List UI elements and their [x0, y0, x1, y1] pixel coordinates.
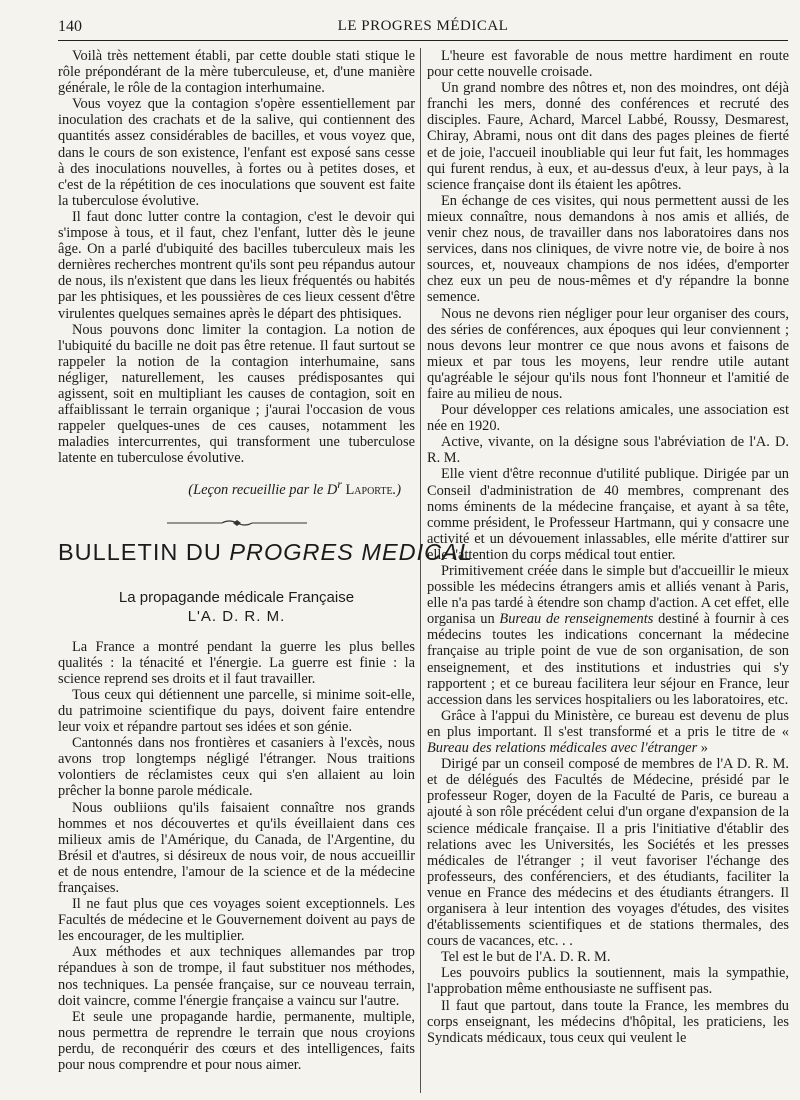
paragraph: Il ne faut plus que ces voyages soient exceptionnels. Les Facultés de médecine et le Gouvernement doivent au pays de les encourager, de les multiplier. [58, 896, 415, 945]
attribution-suffix: .) [392, 482, 401, 499]
paragraph: Tous ceux qui détiennent une parcelle, si minime soit-elle, du patrimoine scientifique du pays, doivent faire entendre leur voix et répandre partout ses idées et son génie. [58, 686, 415, 736]
paragraph [427, 708, 789, 756]
article-title: La propagande médicale Française [118, 589, 355, 607]
paragraph: Nous oubliions qu'ils faisaient connaître nos grands hommes et nos découvertes et qu'ils éveillaient dans ces milieux amis de l'Amérique, du Canada, de l'Argentine, du Brésil et d'autres, si désireux de nous voir, de nous accueillir et de nous entendre, l'amour de la science et de la médecine françaises. [58, 799, 415, 897]
attribution-sup: r [337, 477, 342, 492]
page-header [58, 18, 788, 41]
paragraph: Il faut donc lutter contre la contagion, c'est le devoir qui s'impose à tous, et il faut, chez l'enfant, lutter dès le jeune âge. On a parlé d'ubiquité des bacilles tuberculeux mais les dernières recherches montrent qu'ils sont peu répandus autour de nous, ils n'existent que dans les lieux fréquentés ou habités par les phtisiques, et les poussières de ces lieux cessent d'être virulentes quelques semaines après le départ des phtisiques. [58, 208, 415, 322]
text-run: Grâce à l'appui du Ministère, ce bureau est devenu de plus en plus important. Il s'est transformé et a pris le titre de « [427, 707, 789, 740]
column-divider [420, 48, 421, 1093]
paragraph: Un grand nombre des nôtres et, non des moindres, ont déjà franchi les mers, donné des conférences et recruté des disciples. Faure, Achard, Marcel Labbé, Roussy, Desmarest, Chiray, Abrami, nous ont dit dans des pages pleines de fierté et de joie, l'accueil inoubliable qui leur fut fait, les hommages qui furent rendus, à eux, et au-dessus d'eux, à leur pays, à la science française dont ils étaient les apôtres. [427, 80, 789, 193]
bulletin-title [58, 539, 473, 566]
paragraph: La France a montré pendant la guerre les plus belles qualités : la ténacité et l'énergie. La guerre est finie : la science reprend ses droits et il faut travailler. [58, 638, 415, 687]
paragraph: Cantonnés dans nos frontières et casaniers à l'excès, nous avons trop longtemps négligé l'étranger. Nous traitions volontiers de réclamistes ceux qui s'en allaient au loin prêcher la bonne parole médicale. [58, 735, 415, 800]
text-run: » [697, 740, 708, 757]
paragraph: En échange de ces visites, qui nous permettent aussi de les mieux connaître, nous demandons à nos amis et alliés, de venir chez nous, de travailler dans nos laboratoires dans nos services, dans nos cliniques, de vivre notre vie, de boire à nos sources, et, nouveaux champions de nos idées, d'emporter chez eux un peu de nous-mêmes et d'y répandre la bonne semence. [427, 192, 789, 306]
section-ornament [167, 518, 307, 528]
paragraph: Et seule une propagande hardie, permanente, multiple, nous permettra de reprendre le terrain que nous croyions perdu, de reconquérir des cœurs et des intelligences, faits pour nous comprendre et pour nous aimer. [58, 1008, 415, 1074]
page-number: 140 [58, 18, 82, 35]
paragraph: Nous ne devons rien négliger pour leur organiser des cours, des séries de conférences, aux époques qui leur conviennent ; nous devons leur montrer ce que nous avons et faisons de mieux et par tous les moyens, leur rendre utile autant qu'agréable le séjour qu'ils nous font l'honneur et l'amitié de faire au milieu de nous. [427, 305, 789, 402]
paragraph: Elle vient d'être reconnue d'utilité publique. Dirigée par un Conseil d'administration de 40 membres, comprenant des noms éminents de la médecine française, et ayant à sa tête, comme président, le Professeur Hartmann, qui y consacre une activité et un dévouement inlassables, elle mérite d'attirer sur elle l'attention du corps médical tout entier. [427, 466, 789, 563]
paragraph: Aux méthodes et aux techniques allemandes par trop répandues à son de trompe, il faut substituer nos méthodes, nos techniques. La pensée française, sur ce nouveau terrain, doit vaincre, comme l'énergie française a vaincu sur l'autre. [58, 944, 415, 1009]
bulletin-title-part2: PROGRES MEDICAL [229, 539, 473, 566]
left-column [58, 48, 473, 1093]
paragraph: Vous voyez que la contagion s'opère essentiellement par inoculation des crachats et de la salive, qui contiennent des quantités assez considérables de bacilles, et vous voyez que, dans le cours de son existence, l'enfant est exposé sans cesse à des inoculations nouvelles, à fortes ou à petites doses, et c'est de la répétition de ces inoculations que souvent est faite la tuberculose évolutive. [58, 96, 415, 209]
attribution-name: Laporte [345, 482, 393, 499]
italic-text: Bureau de renseignements [499, 611, 654, 628]
running-title: LE PROGRES MÉDICAL [337, 18, 509, 34]
italic-text: Bureau des relations médicales avec l'étranger [427, 740, 698, 757]
paragraph: Voilà très nettement établi, par cette double stati stique le rôle prépondérant de la mère tuberculeuse, et, d'une manière générale, le rôle de la contagion interhumaine. [58, 48, 415, 97]
right-column [427, 48, 789, 1093]
paragraph: Les pouvoirs publics la soutiennent, mais la sympathie, l'approbation même enthousiaste ne suffisent pas. [427, 965, 789, 998]
text-run: Primitivement créée dans le simple but d'accueillir le mieux possible les médecins étrangers amis et alliés venant à Paris, elle n'a pas tardé à étendre son champ d'action. A cet effet, elle organisa un [427, 563, 789, 628]
paragraph [427, 563, 789, 708]
paragraph: Nous pouvons donc limiter la contagion. La notion de l'ubiquité du bacille ne doit pas être retenue. Il faut surtout se rappeler la notion de la contagion interhumaine, sans négliger, naturellement, les causes prédisposantes qui agissent, soit en multipliant les causes de contagion, soit en affaiblissant le terrain organique ; j'aurai l'occasion de vous rappeler quelques-unes de ces causes, notamment les maladies intercurrentes, qui transforment une tuberculose latente en tuberculose évolutive. [58, 321, 415, 467]
paragraph: Il faut que partout, dans toute la France, les membres du corps enseignant, les médecins d'hôpital, les praticiens, les Syndicats médicaux, tous ceux qui veulent le [427, 997, 789, 1046]
paragraph: Active, vivante, on la désigne sous l'abréviation de l'A. D. R. M. [427, 434, 789, 467]
paragraph: Pour développer ces relations amicales, une association est née en 1920. [427, 402, 789, 435]
article-subtitle: L'A. D. R. M. [187, 607, 286, 625]
attribution [58, 476, 415, 498]
paragraph: L'heure est favorable de nous mettre hardiment en route pour cette nouvelle croisade. [427, 48, 789, 81]
text-run: destiné à fournir à ces médecins toutes les indications concernant la médecine française au triple point de vue de son organisation, de son enseignement, et des institutions et industries qui s'y rapportent ; et ce bureau facilitera leur séjour en France, leur accession dans les services hospitaliers ou les laboratoires, etc. [427, 611, 789, 708]
attribution-prefix: (Leçon recueillie par le D [188, 482, 338, 499]
bulletin-title-part1: BULLETIN DU [58, 539, 230, 566]
paragraph: Dirigé par un conseil composé de membres de l'A D. R. M. et de délégués des Facultés de Médecine, présidé par le professeur Roger, doyen de la Faculté de Paris, ce bureau a ajouté à son rôle précédent celui d'un organe d'expansion de la science médicale française. Il a pris l'initiative d'établir des relations avec les Universités, les Sociétés et les presses médicales de l'étranger ; il veut favoriser l'échange des professeurs, des conférenciers, et des étudiants, faciliter la venue en France des médecins et des étudiants étrangers. Il organisera à leur intention des voyages d'études, des visites d'établissements scientifiques et de stations thermales, des cours de vacances, etc. . . [427, 756, 789, 950]
paragraph: Tel est le but de l'A. D. R. M. [441, 949, 611, 966]
